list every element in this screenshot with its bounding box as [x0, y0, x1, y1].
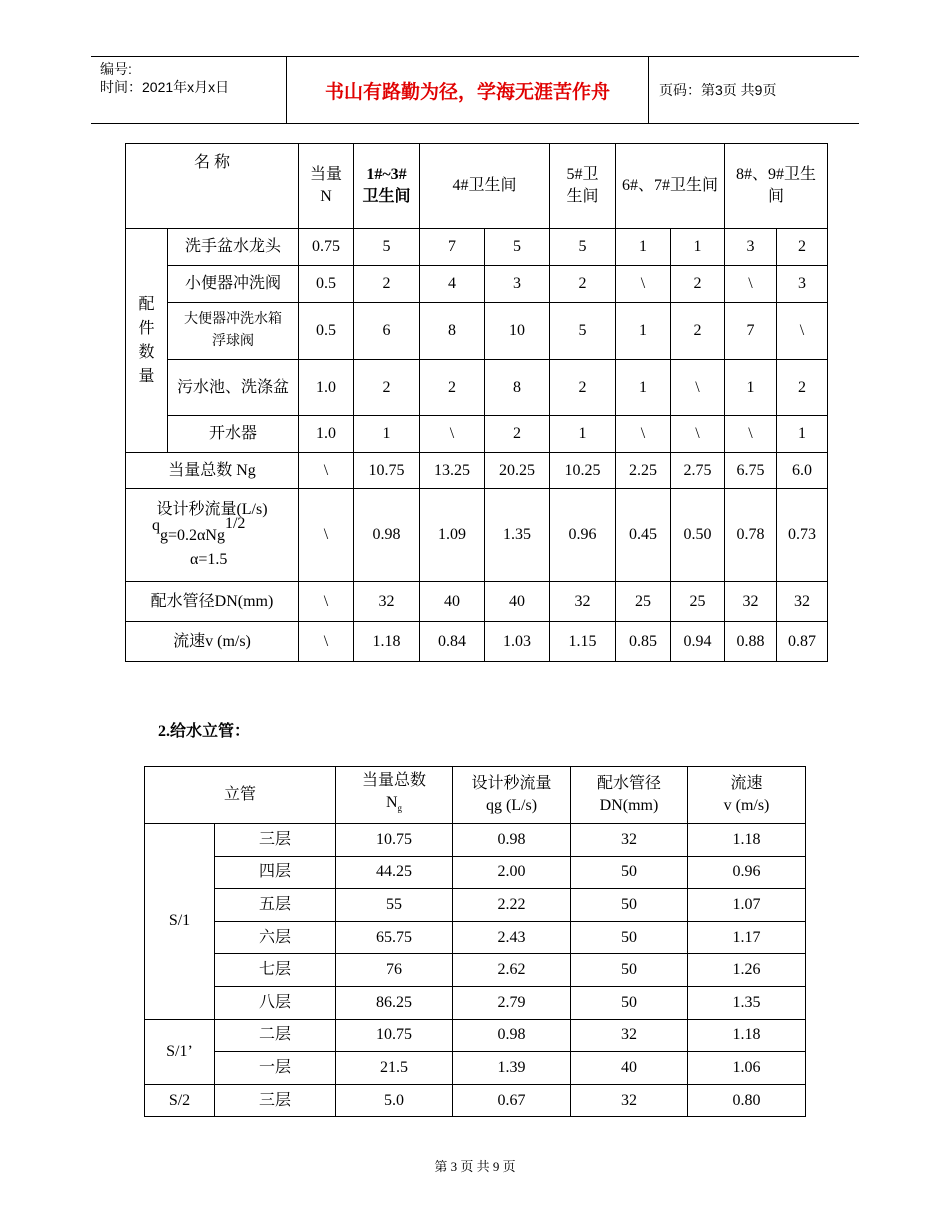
flow-value: 1.39 [453, 1052, 571, 1085]
floor-name: 六层 [215, 921, 336, 954]
header-name: 名 称 [126, 144, 299, 229]
riser-name: S/1 [145, 824, 215, 1020]
floor-name: 七层 [215, 954, 336, 987]
flow-value: 2.79 [453, 986, 571, 1019]
dn-value: 32 [571, 824, 688, 857]
floor-name: 四层 [215, 856, 336, 889]
summary-value: 0.87 [777, 622, 828, 662]
summary-eq: \ [299, 489, 354, 582]
flow-value: 0.67 [453, 1084, 571, 1117]
header-motto: 书山有路勤为径，学海无涯苦作舟 [324, 80, 610, 103]
fixture-value: 5 [485, 229, 550, 266]
fixture-table [125, 143, 828, 662]
header-eq: 当量N [299, 144, 354, 229]
summary-value: 1.03 [485, 622, 550, 662]
fixture-value: 1 [725, 360, 777, 416]
formula-q: q [152, 517, 160, 534]
fixture-value: 10 [485, 303, 550, 360]
group-label-cell [126, 229, 168, 453]
fixture-value: 6 [354, 303, 420, 360]
group-label-char: 配 [138, 295, 155, 313]
velocity-value: 1.18 [688, 1019, 806, 1052]
summary-value: 1.09 [420, 489, 485, 582]
summary-value: 1.18 [354, 622, 420, 662]
floor-name: 三层 [215, 1084, 336, 1117]
fixture-value: 1 [616, 303, 671, 360]
total-eq-value: 21.5 [336, 1052, 453, 1085]
total-eq-value: 86.25 [336, 986, 453, 1019]
fixture-eq: 1.0 [299, 360, 354, 416]
table-row [126, 360, 828, 416]
summary-value: 0.98 [354, 489, 420, 582]
summary-value: 2.25 [616, 453, 671, 489]
fixture-value: 1 [550, 416, 616, 453]
fixture-value: 4 [420, 266, 485, 303]
group-label-char: 件 [138, 319, 155, 337]
flow-value: 0.98 [453, 1019, 571, 1052]
table-row [145, 856, 806, 889]
summary-value: 0.78 [725, 489, 777, 582]
fixture-value: 2 [420, 360, 485, 416]
dn-value: 32 [571, 1084, 688, 1117]
fixture-value: \ [616, 266, 671, 303]
total-eq-value: 55 [336, 889, 453, 922]
table-row [126, 416, 828, 453]
fixture-name: 开水器 [168, 416, 299, 453]
table-row [145, 889, 806, 922]
fixture-eq: 1.0 [299, 416, 354, 453]
summary-value: 0.50 [671, 489, 725, 582]
total-eq-value: 44.25 [336, 856, 453, 889]
dn-value: 50 [571, 856, 688, 889]
velocity-value: 1.26 [688, 954, 806, 987]
header-flow-symbol: qg (L/s) [485, 797, 538, 814]
header-dn-unit: DN(mm) [599, 797, 659, 814]
summary-value: 0.73 [777, 489, 828, 582]
floor-name: 二层 [215, 1019, 336, 1052]
velocity-value: 1.17 [688, 921, 806, 954]
fixture-eq: 0.5 [299, 266, 354, 303]
flow-value: 0.98 [453, 824, 571, 857]
dn-value: 50 [571, 986, 688, 1019]
header-group-1-label: 1#~3#卫生间 [362, 166, 411, 205]
fixture-value: 5 [550, 303, 616, 360]
table-row [145, 954, 806, 987]
total-eq-value: 76 [336, 954, 453, 987]
group-label-char: 数 [138, 343, 155, 361]
summary-eq: \ [299, 453, 354, 489]
header-date: 时间：2021年x月x日 [100, 79, 230, 95]
velocity-value: 1.18 [688, 824, 806, 857]
fixture-name: 小便器冲洗阀 [168, 266, 299, 303]
formula-exp: 1/2 [224, 515, 246, 532]
dn-value: 40 [571, 1052, 688, 1085]
flow-value: 2.00 [453, 856, 571, 889]
table-row [145, 1084, 806, 1117]
summary-eq: \ [299, 622, 354, 662]
summary-label [126, 489, 299, 582]
fixture-value: 2 [550, 360, 616, 416]
fixture-value: 7 [420, 229, 485, 266]
summary-value: 0.88 [725, 622, 777, 662]
table-row [145, 986, 806, 1019]
floor-name: 一层 [215, 1052, 336, 1085]
summary-value: 0.85 [616, 622, 671, 662]
header-group-5 [725, 144, 828, 229]
summary-value: 0.96 [550, 489, 616, 582]
fixture-value: 2 [354, 360, 420, 416]
formula-alpha: α=1.5 [190, 551, 228, 568]
dn-value: 50 [571, 954, 688, 987]
fixture-value: \ [725, 266, 777, 303]
total-eq-value: 10.75 [336, 1019, 453, 1052]
fixture-name: 洗手盆水龙头 [168, 229, 299, 266]
summary-value: 0.84 [420, 622, 485, 662]
velocity-value: 1.06 [688, 1052, 806, 1085]
riser-table-body [145, 824, 806, 1117]
fixture-value: 2 [777, 360, 828, 416]
fixture-value: 2 [671, 303, 725, 360]
dn-value: 50 [571, 889, 688, 922]
summary-value: 10.25 [550, 453, 616, 489]
table-row [145, 824, 806, 857]
header-group-3-label: 5#卫生间 [566, 166, 599, 205]
summary-value: 25 [616, 582, 671, 622]
formula-mid: =0.2αNg [168, 527, 225, 544]
header-velocity [688, 767, 806, 824]
header-number: 编号: [100, 61, 132, 77]
header-divider [648, 57, 649, 123]
table-header-row [145, 767, 806, 824]
velocity-value: 1.07 [688, 889, 806, 922]
header-group-5-label: 8#、9#卫生间 [735, 166, 816, 205]
page-header [91, 56, 859, 124]
table-row [126, 266, 828, 303]
fixture-value: \ [616, 416, 671, 453]
table-row [126, 229, 828, 266]
flow-value: 2.22 [453, 889, 571, 922]
fixture-value: 1 [354, 416, 420, 453]
riser-name: S/2 [145, 1084, 215, 1117]
table-row [145, 1052, 806, 1085]
table-header-row [126, 144, 828, 229]
riser-table [144, 766, 806, 1117]
header-group-4 [616, 144, 725, 229]
page-footer: 第 3 页 共 9 页 [434, 1159, 516, 1174]
formula-g: g [160, 527, 168, 544]
fixture-value: 8 [485, 360, 550, 416]
floor-name: 三层 [215, 824, 336, 857]
summary-value: 6.75 [725, 453, 777, 489]
riser-name: S/1’ [145, 1019, 215, 1084]
summary-value: 40 [420, 582, 485, 622]
symbol-n: N [385, 794, 398, 812]
fixture-value: 1 [616, 360, 671, 416]
summary-value: 0.94 [671, 622, 725, 662]
group-label-char: 量 [138, 367, 155, 385]
header-total-eq [336, 767, 453, 824]
header-page-number: 页码：第3页 共9页 [659, 82, 777, 98]
fixture-value: 5 [354, 229, 420, 266]
summary-value: 32 [354, 582, 420, 622]
total-eq-value: 10.75 [336, 824, 453, 857]
dn-value: 50 [571, 921, 688, 954]
fixture-value: \ [671, 360, 725, 416]
fixture-value: \ [777, 303, 828, 360]
fixture-value: 7 [725, 303, 777, 360]
summary-label: 流速v (m/s) [126, 622, 299, 662]
header-total-eq-label: 当量总数 [361, 772, 426, 790]
table-row [126, 453, 828, 489]
flow-value: 2.62 [453, 954, 571, 987]
summary-label: 当量总数 Ng [126, 453, 299, 489]
velocity-value: 1.35 [688, 986, 806, 1019]
header-velocity-unit: v (m/s) [723, 797, 770, 814]
floor-name: 八层 [215, 986, 336, 1019]
header-riser: 立管 [145, 767, 336, 824]
fixture-name: 大便器冲洗水箱浮球阀 [168, 303, 299, 360]
floor-name: 五层 [215, 889, 336, 922]
fixture-eq: 0.75 [299, 229, 354, 266]
velocity-value: 0.96 [688, 856, 806, 889]
summary-value: 40 [485, 582, 550, 622]
summary-value: 2.75 [671, 453, 725, 489]
fixture-value: \ [420, 416, 485, 453]
dn-value: 32 [571, 1019, 688, 1052]
summary-value: 10.75 [354, 453, 420, 489]
fixture-value: 1 [777, 416, 828, 453]
total-eq-value: 65.75 [336, 921, 453, 954]
fixture-value: 2 [671, 266, 725, 303]
fixture-value: 3 [485, 266, 550, 303]
summary-value: 6.0 [777, 453, 828, 489]
summary-value: 32 [725, 582, 777, 622]
symbol-g: g [397, 803, 403, 814]
header-dn-label: 配水管径 [596, 775, 661, 792]
flow-formula [126, 515, 298, 544]
fixture-value: 2 [550, 266, 616, 303]
summary-value: 25 [671, 582, 725, 622]
header-group-2-label: 4#卫生间 [452, 177, 517, 194]
fixture-value: 1 [616, 229, 671, 266]
header-meta [100, 60, 229, 96]
summary-value: 20.25 [485, 453, 550, 489]
table-row [145, 1019, 806, 1052]
fixture-value: 2 [354, 266, 420, 303]
total-eq-value: 5.0 [336, 1084, 453, 1117]
header-total-eq-symbol [336, 792, 452, 819]
fixture-value: 2 [777, 229, 828, 266]
header-group-4-label: 6#、7#卫生间 [622, 177, 719, 194]
flow-value: 2.43 [453, 921, 571, 954]
table-row [126, 582, 828, 622]
summary-eq: \ [299, 582, 354, 622]
header-dn [571, 767, 688, 824]
fixture-value: 2 [485, 416, 550, 453]
summary-value: 32 [550, 582, 616, 622]
summary-value: 1.15 [550, 622, 616, 662]
summary-value: 13.25 [420, 453, 485, 489]
summary-label-text: 设计秒流量(L/s) [156, 501, 268, 518]
summary-label: 配水管径DN(mm) [126, 582, 299, 622]
header-velocity-label: 流速 [730, 775, 763, 792]
fixture-value: 3 [725, 229, 777, 266]
velocity-value: 0.80 [688, 1084, 806, 1117]
fixture-value: 5 [550, 229, 616, 266]
header-flow [453, 767, 571, 824]
fixture-value: \ [671, 416, 725, 453]
summary-value: 0.45 [616, 489, 671, 582]
section-title: 2.给水立管： [158, 723, 251, 740]
header-flow-label: 设计秒流量 [471, 775, 552, 792]
fixture-value: 8 [420, 303, 485, 360]
table-row [126, 622, 828, 662]
fixture-eq: 0.5 [299, 303, 354, 360]
fixture-table-body [126, 229, 828, 662]
summary-value: 32 [777, 582, 828, 622]
table-row [145, 921, 806, 954]
fixture-name: 污水池、洗涤盆 [168, 360, 299, 416]
fixture-value: 3 [777, 266, 828, 303]
header-group-2 [420, 144, 550, 229]
table-row [126, 489, 828, 582]
header-group-1 [354, 144, 420, 229]
header-group-3 [550, 144, 616, 229]
table-row [126, 303, 828, 360]
fixture-value: \ [725, 416, 777, 453]
fixture-value: 1 [671, 229, 725, 266]
summary-value: 1.35 [485, 489, 550, 582]
